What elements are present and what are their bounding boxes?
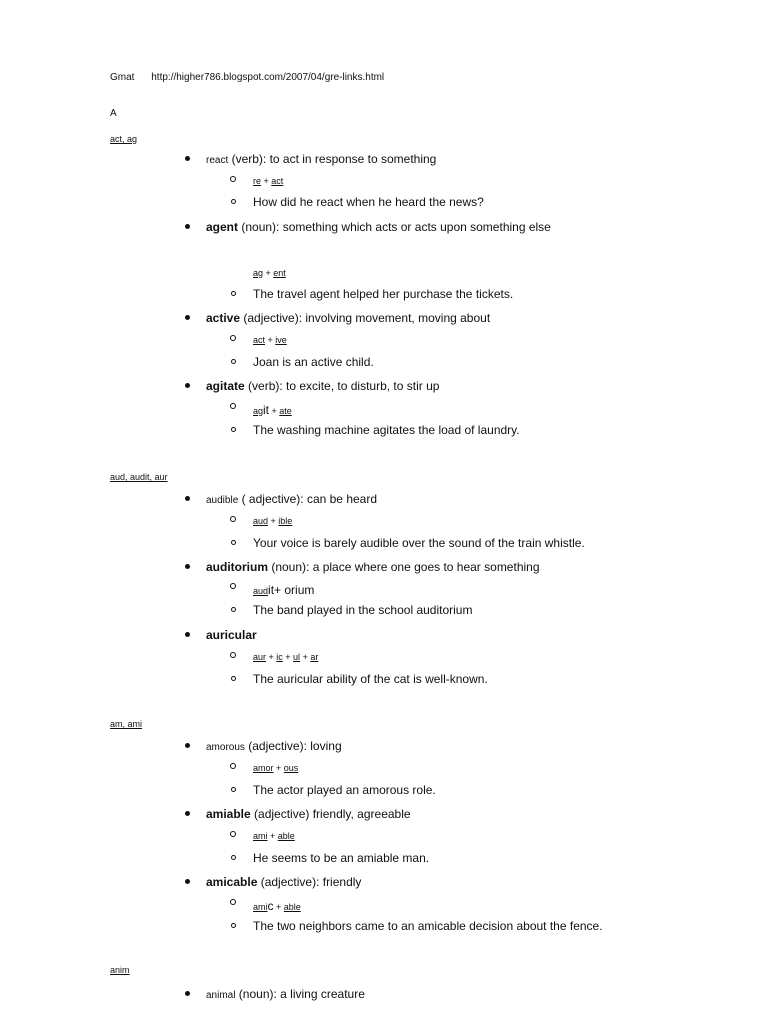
circle-bullet-icon: [231, 855, 236, 860]
word-root-link[interactable]: ami: [253, 831, 268, 841]
word-breakdown: [253, 763, 298, 773]
circle-bullet-icon: [231, 787, 236, 792]
word-part: +: [263, 268, 274, 278]
word-root-link[interactable]: act: [271, 176, 284, 186]
example-sentence: The actor played an amorous role.: [253, 783, 436, 797]
word-breakdown: [253, 831, 295, 841]
bullet-icon: [185, 315, 190, 320]
term-definition: ( adjective): can be heard: [238, 492, 378, 506]
term-definition: (verb): to act in response to something: [228, 152, 437, 166]
bullet-icon: [185, 811, 190, 816]
section-heading: anim: [110, 965, 130, 975]
word-root-link[interactable]: able: [277, 831, 295, 841]
term-entry: [206, 628, 257, 642]
term-definition: (verb): to excite, to disturb, to stir up: [244, 379, 440, 393]
circle-bullet-icon: [231, 607, 236, 612]
example-sentence: The band played in the school auditorium: [253, 603, 473, 617]
word-part: it+ orium: [268, 583, 315, 597]
example-sentence: The washing machine agitates the load of laundry.: [253, 423, 520, 437]
example-sentence: The auricular ability of the cat is well-known.: [253, 672, 488, 686]
circle-bullet-icon: [230, 763, 236, 769]
example-sentence: Your voice is barely audible over the sound of the train whistle.: [253, 536, 585, 550]
word-root-link[interactable]: ami: [253, 902, 268, 912]
term-entry: [206, 152, 436, 166]
word-part: +: [261, 176, 272, 186]
section-heading: aud, audit, aur: [110, 472, 168, 482]
word-part: +: [300, 652, 311, 662]
term-definition: (adjective) friendly, agreeable: [250, 807, 411, 821]
word-root-link[interactable]: aud: [253, 516, 269, 526]
word-root-link[interactable]: ous: [283, 763, 299, 773]
circle-bullet-icon: [231, 359, 236, 364]
term-definition: (adjective): friendly: [257, 875, 362, 889]
word-root-link[interactable]: re: [253, 176, 262, 186]
example-sentence: Joan is an active child.: [253, 355, 374, 369]
circle-bullet-icon: [230, 583, 236, 589]
term-entry: [206, 987, 365, 1001]
bullet-icon: [185, 564, 190, 569]
word-part: it: [263, 403, 270, 417]
word-root-link[interactable]: act: [253, 335, 266, 345]
bullet-icon: [185, 879, 190, 884]
word-part: +: [282, 652, 294, 662]
term-word: agitate: [206, 379, 245, 393]
word-root-link[interactable]: ate: [279, 406, 292, 416]
circle-bullet-icon: [230, 335, 236, 341]
circle-bullet-icon: [231, 923, 236, 928]
word-root-link[interactable]: amor: [253, 763, 274, 773]
word-root-link[interactable]: ag: [253, 406, 264, 416]
term-entry: [206, 560, 540, 574]
word-root-link[interactable]: ible: [278, 516, 293, 526]
word-breakdown: [253, 583, 314, 597]
term-entry: [206, 739, 342, 753]
bullet-icon: [185, 632, 190, 637]
bullet-icon: [185, 224, 190, 229]
circle-bullet-icon: [230, 899, 236, 905]
term-definition: (noun): a place where one goes to hear something: [268, 560, 540, 574]
term-definition: (adjective): loving: [244, 739, 342, 753]
example-sentence: The two neighbors came to an amicable decision about the fence.: [253, 919, 603, 933]
term-entry: [206, 379, 439, 393]
term-definition: (noun): something which acts or acts upon something else: [238, 220, 551, 234]
word-root-link[interactable]: ive: [275, 335, 287, 345]
term-definition: (noun): a living creature: [235, 987, 365, 1001]
word-part: +: [267, 831, 278, 841]
header-url[interactable]: http://higher786.blogspot.com/2007/04/gre-links.html: [151, 72, 385, 83]
word-root-link[interactable]: able: [283, 902, 301, 912]
circle-bullet-icon: [230, 652, 236, 658]
header-label: Gmat: [110, 72, 135, 83]
example-sentence: He seems to be an amiable man.: [253, 851, 430, 865]
word-breakdown: [253, 335, 287, 345]
word-root-link[interactable]: ar: [310, 652, 319, 662]
term-word: auricular: [206, 628, 257, 642]
word-part: c: [267, 899, 274, 913]
bullet-icon: [185, 156, 190, 161]
term-word: auditorium: [206, 560, 268, 574]
word-part: +: [273, 902, 284, 912]
term-entry: [206, 492, 377, 506]
bullet-icon: [185, 496, 190, 501]
word-breakdown: [253, 268, 286, 278]
letter-heading: A: [110, 108, 117, 119]
word-breakdown: [253, 652, 318, 662]
word-part: +: [268, 516, 279, 526]
circle-bullet-icon: [231, 540, 236, 545]
circle-bullet-icon: [230, 516, 236, 522]
word-part: +: [265, 335, 276, 345]
circle-bullet-icon: [231, 291, 236, 296]
bullet-icon: [185, 991, 190, 996]
term-entry: [206, 220, 551, 234]
circle-bullet-icon: [231, 199, 236, 204]
term-entry: [206, 311, 490, 325]
word-root-link[interactable]: ul: [293, 652, 301, 662]
term-word: audible: [206, 495, 239, 506]
word-root-link[interactable]: ic: [276, 652, 283, 662]
word-root-link[interactable]: ag: [253, 268, 264, 278]
section-heading: am, ami: [110, 719, 143, 729]
term-word: amiable: [206, 807, 251, 821]
page-header: [110, 72, 384, 83]
term-word: animal: [206, 990, 236, 1001]
word-root-link[interactable]: aud: [253, 586, 269, 596]
word-part: +: [266, 652, 277, 662]
word-breakdown: [253, 176, 283, 186]
word-breakdown: [253, 516, 292, 526]
word-root-link[interactable]: ent: [273, 268, 286, 278]
term-word: amicable: [206, 875, 258, 889]
term-definition: (adjective): involving movement, moving about: [240, 311, 491, 325]
word-breakdown: [253, 403, 292, 417]
word-root-link[interactable]: aur: [253, 652, 267, 662]
bullet-icon: [185, 743, 190, 748]
circle-bullet-icon: [230, 831, 236, 837]
example-sentence: The travel agent helped her purchase the tickets.: [253, 287, 514, 301]
term-word: agent: [206, 220, 239, 234]
circle-bullet-icon: [231, 676, 236, 681]
term-entry: [206, 875, 361, 889]
term-word: active: [206, 311, 241, 325]
word-part: +: [269, 406, 280, 416]
circle-bullet-icon: [230, 403, 236, 409]
word-breakdown: [253, 899, 301, 913]
circle-bullet-icon: [230, 176, 236, 182]
word-part: +: [273, 763, 284, 773]
circle-bullet-icon: [231, 427, 236, 432]
term-word: amorous: [206, 742, 245, 753]
bullet-icon: [185, 383, 190, 388]
section-heading: act, ag: [110, 134, 138, 144]
term-entry: [206, 807, 411, 821]
example-sentence: How did he react when he heard the news?: [253, 195, 484, 209]
term-word: react: [206, 155, 229, 166]
